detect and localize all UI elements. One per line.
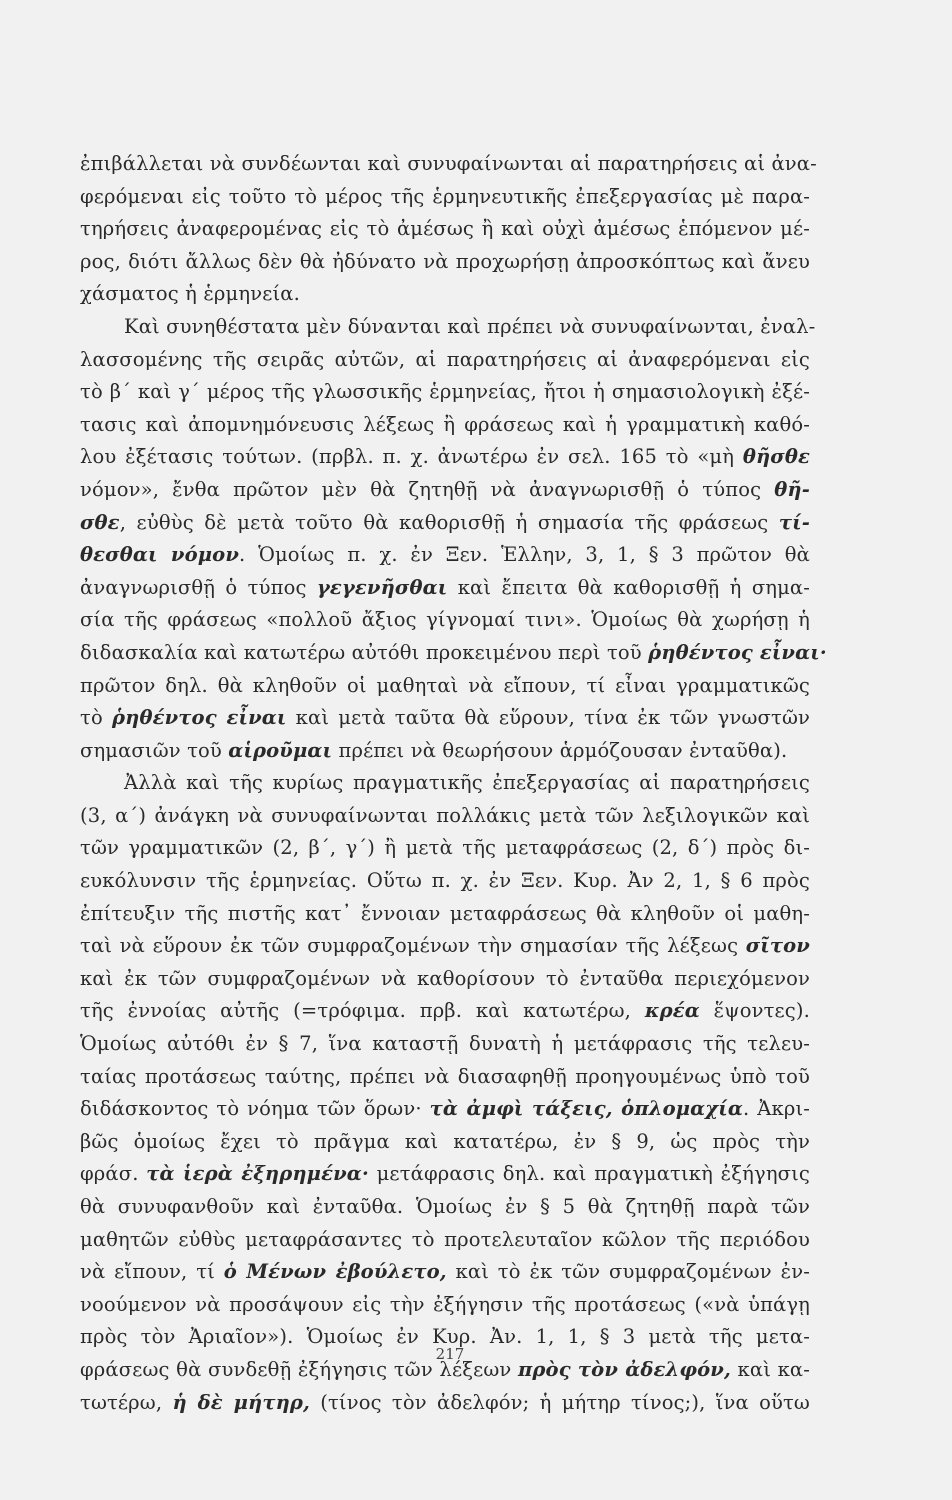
- text-span: σία τῆς φράσεως «πολλοῦ ἄξιος γίγνομαί τινι». Ὁμοίως θὰ χωρήσῃ ἡ: [80, 608, 810, 632]
- page-number: 217: [435, 1345, 465, 1363]
- text-line: [80, 670, 810, 703]
- text-line: [80, 735, 810, 768]
- text-span: φράσ.: [80, 1162, 147, 1186]
- text-line: [80, 898, 810, 931]
- text-span: νοούμενον νὰ προσάψουν εἰς τὴν ἐξήγησιν τῆς προτάσεως («νὰ ὑπάγῃ: [80, 1292, 810, 1316]
- text-line: [80, 767, 810, 800]
- emphasized-term: γεγενῆσθαι: [316, 575, 448, 599]
- emphasized-term: σθε: [80, 510, 120, 534]
- text-span: βῶς ὁμοίως ἔχει τὸ πρᾶγμα καὶ κατατέρω, ἐν § 9, ὡς πρὸς τὴν: [80, 1129, 810, 1153]
- text-span: καὶ ἐκ τῶν συμφραζομένων νὰ καθορίσουν τὸ ἐνταῦθα περιεχόμενον: [80, 966, 810, 990]
- emphasized-term: σῖτον: [745, 934, 810, 958]
- text-span: καὶ κα-: [730, 1357, 810, 1381]
- text-line: [80, 1061, 810, 1094]
- text-line: [80, 702, 810, 735]
- text-line: [80, 637, 827, 670]
- text-line: [80, 539, 810, 572]
- text-span: τὸ: [80, 706, 112, 730]
- text-line: [80, 995, 810, 1028]
- text-line: [80, 148, 817, 181]
- text-line: [80, 865, 810, 898]
- text-span: τηρήσεις ἀναφερομένας εἰς τὸ ἀμέσως ἢ καὶ οὐχὶ ἀμέσως ἑπόμενον μέ-: [80, 217, 810, 241]
- text-span: ἀναγνωρισθῇ ὁ τύπος: [80, 575, 317, 599]
- text-line: [80, 1093, 810, 1126]
- text-line: [80, 278, 810, 311]
- text-span: ρος, διότι ἄλλως δὲν θὰ ἠδύνατο νὰ προχωρήσῃ ἀπροσκόπτως καὶ ἄνευ: [80, 249, 810, 273]
- text-line: [80, 344, 810, 377]
- text-span: πρὸς τὸν Ἀριαῖον»). Ὁμοίως ἐν Κυρ. Ἀν. 1, 1, § 3 μετὰ τῆς μετα-: [80, 1325, 810, 1349]
- text-span: . Ἀκρι-: [743, 1097, 811, 1121]
- text-span: ταίας προτάσεως ταύτης, πρέπει νὰ διασαφηθῇ προηγουμένως ὑπὸ τοῦ: [80, 1064, 810, 1088]
- emphasized-term: πρὸς τὸν ἀδελφόν,: [518, 1357, 731, 1381]
- text-line: [80, 181, 810, 214]
- page-body: [80, 148, 827, 1419]
- text-line: [80, 213, 810, 246]
- text-span: διδασκαλία καὶ κατωτέρω αὐτόθι προκειμένου περὶ τοῦ: [80, 640, 649, 664]
- text-line: [80, 1126, 810, 1159]
- text-span: τὸ β΄ καὶ γ΄ μέρος τῆς γλωσσικῆς ἑρμηνείας, ἤτοι ἡ σημασιολογικὴ ἐξέ-: [80, 380, 810, 404]
- text-span: νόμον», ἔνθα πρῶτον μὲν θὰ ζητηθῇ νὰ ἀναγνωρισθῇ ὁ τύπος: [80, 477, 775, 501]
- text-span: ταὶ νὰ εὕρουν ἐκ τῶν συμφραζομένων τὴν σημασίαν τῆς λέξεως: [80, 934, 746, 958]
- text-line: [80, 930, 810, 963]
- text-span: νὰ εἴπουν, τί: [80, 1260, 224, 1284]
- text-span: Ὁμοίως αὐτόθι ἐν § 7, ἵνα καταστῇ δυνατὴ ἡ μετάφρασις τῆς τελευ-: [80, 1032, 810, 1056]
- text-line: [80, 1387, 810, 1420]
- text-line: [80, 311, 816, 344]
- text-span: , εὐθὺς δὲ μετὰ τοῦτο θὰ καθορισθῇ ἡ σημασία τῆς φράσεως: [119, 510, 779, 534]
- emphasized-term: τί-: [778, 510, 810, 534]
- text-span: μετάφρασις δηλ. καὶ πραγματικὴ ἐξήγησις: [368, 1162, 810, 1186]
- emphasized-term: ῥηθέντος εἶναι: [112, 706, 287, 730]
- text-span: θὰ συνυφανθοῦν καὶ ἐνταῦθα. Ὁμοίως ἐν § 5 θὰ ζητηθῇ παρὰ τῶν: [80, 1195, 810, 1218]
- text-line: [80, 474, 810, 507]
- emphasized-term: τὰ ἀμφὶ τάξεις, ὁπλομαχία: [429, 1097, 744, 1121]
- text-line: [80, 572, 810, 605]
- text-span: Ἀλλὰ καὶ τῆς κυρίως πραγματικῆς ἐπεξεργασίας αἱ παρατηρήσεις: [124, 771, 810, 795]
- text-line: [80, 507, 810, 540]
- text-span: πρέπει νὰ θεωρήσουν ἁρμόζουσαν ἐνταῦθα).: [332, 738, 788, 762]
- text-span: τωτέρω,: [80, 1390, 173, 1414]
- text-span: καὶ ἔπειτα θὰ καθορισθῇ ἡ σημα-: [447, 575, 810, 599]
- text-span: ἕψοντες).: [699, 999, 810, 1023]
- text-span: ευκόλυνσιν τῆς ἑρμηνείας. Οὕτω π. χ. ἐν Ξεν. Κυρ. Ἀν 2, 1, § 6 πρὸς: [80, 869, 810, 893]
- text-span: (τίνος τὸν ἀδελφόν; ἡ μήτηρ τίνος;), ἵνα οὕτω: [310, 1390, 810, 1414]
- emphasized-term: θῆσθε: [742, 445, 810, 469]
- text-line: [80, 1028, 810, 1061]
- text-line: [80, 1224, 810, 1257]
- text-span: φερόμεναι εἰς τοῦτο τὸ μέρος τῆς ἑρμηνευτικῆς ἐπεξεργασίας μὲ παρα-: [80, 184, 810, 208]
- text-span: φράσεως θὰ συνδεθῇ ἐξήγησις τῶν λέξεων: [80, 1357, 518, 1381]
- text-line: [80, 441, 810, 474]
- text-span: τασις καὶ ἀπομνημόνευσις λέξεως ἢ φράσεως καὶ ἡ γραμματικὴ καθό-: [80, 412, 810, 436]
- text-span: τῆς ἐννοίας αὐτῆς (=τρόφιμα. πρβ. καὶ κατωτέρω,: [80, 999, 645, 1023]
- text-span: σημασιῶν τοῦ: [80, 738, 229, 762]
- text-line: [80, 800, 810, 833]
- text-span: λου ἐξέτασις τούτων. (πρβλ. π. χ. ἀνωτέρω ἐν σελ. 165 τὸ «μὴ: [80, 445, 743, 469]
- text-span: λασσομένης τῆς σειρᾶς αὐτῶν, αἱ παρατηρήσεις αἱ ἀναφερόμεναι εἰς: [80, 347, 810, 371]
- text-line: [80, 1191, 810, 1224]
- text-span: τῶν γραμματικῶν (2, β΄, γ΄) ἢ μετὰ τῆς μεταφράσεως (2, δ΄) πρὸς δι-: [80, 836, 810, 860]
- text-line: [80, 963, 810, 996]
- text-line: [80, 832, 810, 865]
- text-line: [80, 604, 810, 637]
- text-line: [80, 246, 810, 279]
- text-line: [80, 409, 810, 442]
- emphasized-term: θῆ-: [774, 477, 810, 501]
- emphasized-term: ἡ δὲ μήτηρ,: [172, 1390, 310, 1414]
- text-span: διδάσκοντος τὸ νόημα τῶν ὅρων·: [80, 1097, 430, 1121]
- emphasized-term: ὁ Μένων ἐβούλετο,: [223, 1260, 447, 1284]
- emphasized-term: θεσθαι νόμον: [80, 543, 239, 567]
- emphasized-term: τὰ ἱερὰ ἐξηρημένα·: [146, 1162, 369, 1186]
- text-span: Καὶ συνηθέστατα μὲν δύνανται καὶ πρέπει νὰ συνυφαίνωνται, ἐναλ-: [124, 314, 816, 338]
- text-span: . Ὁμοίως π. χ. ἐν Ξεν. Ἑλλην, 3, 1, § 3 πρῶτον θὰ: [239, 543, 810, 567]
- text-span: (3, α΄) ἀνάγκη νὰ συνυφαίνωνται πολλάκις μετὰ τῶν λεξιλογικῶν καὶ: [80, 803, 810, 827]
- emphasized-term: αἱροῦμαι: [228, 738, 333, 762]
- emphasized-term: κρέα: [644, 999, 700, 1023]
- text-span: ἐπιβάλλεται νὰ συνδέωνται καὶ συνυφαίνωνται αἱ παρατηρήσεις αἱ ἀνα-: [80, 152, 817, 175]
- text-line: [80, 1289, 810, 1322]
- text-span: καὶ τὸ ἐκ τῶν συμφραζομένων ἐν-: [446, 1260, 810, 1284]
- text-line: [80, 1158, 810, 1191]
- text-line: [80, 376, 810, 409]
- text-line: [80, 1256, 810, 1289]
- text-span: πρῶτον δηλ. θὰ κληθοῦν οἱ μαθηταὶ νὰ εἴπουν, τί εἶναι γραμματικῶς: [80, 673, 810, 697]
- text-span: ἐπίτευξιν τῆς πιστῆς κατ᾽ ἔννοιαν μεταφράσεως θὰ κληθοῦν οἱ μαθη-: [80, 901, 810, 925]
- text-span: μαθητῶν εὐθὺς μεταφράσαντες τὸ προτελευταῖον κῶλον τῆς περιόδου: [80, 1227, 810, 1251]
- text-span: καὶ μετὰ ταῦτα θὰ εὕρουν, τίνα ἐκ τῶν γνωστῶν: [286, 706, 810, 730]
- text-span: χάσματος ἡ ἑρμηνεία.: [80, 282, 300, 306]
- emphasized-term: ῥηθέντος εἶναι·: [648, 640, 827, 664]
